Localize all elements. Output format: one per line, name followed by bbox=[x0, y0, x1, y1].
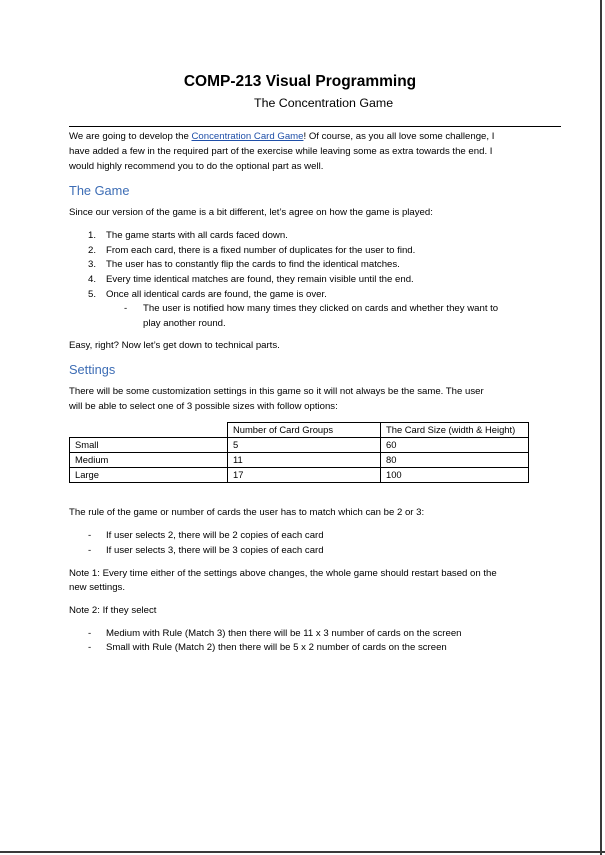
step-number: 5. bbox=[88, 289, 97, 300]
table-cell: 11 bbox=[228, 453, 381, 468]
step-text: From each card, there is a fixed number of duplicates for the user to find. bbox=[106, 245, 416, 256]
note-1-line-2: new settings. bbox=[69, 582, 125, 593]
game-lead-text: Since our version of the game is a bit different, let’s agree on how the game is played: bbox=[69, 207, 433, 218]
note-2-text: Note 2: If they select bbox=[69, 605, 157, 616]
table-cell: 80 bbox=[381, 453, 529, 468]
settings-line-2: will be able to select one of 3 possible sizes with follow options: bbox=[69, 401, 338, 412]
document-subtitle: The Concentration Game bbox=[254, 96, 394, 110]
settings-table bbox=[69, 422, 529, 483]
step-text: Once all identical cards are found, the game is over. bbox=[106, 289, 327, 300]
table-header-row bbox=[70, 423, 529, 438]
step-number: 4. bbox=[88, 274, 97, 285]
sub-bullet-line-2: play another round. bbox=[143, 318, 226, 329]
section-heading-settings: Settings bbox=[69, 362, 116, 377]
note-2-bullet-dash: - bbox=[88, 628, 92, 639]
note-1-line-1: Note 1: Every time either of the settings above changes, the whole game should restart based on the bbox=[69, 568, 497, 579]
table-cell: Large bbox=[70, 468, 228, 483]
table-cell: 5 bbox=[228, 438, 381, 453]
note-2-bullet-text: Small with Rule (Match 2) then there will be 5 x 2 number of cards on the screen bbox=[106, 642, 447, 653]
section-heading-the-game: The Game bbox=[69, 183, 130, 198]
page-edge-bottom bbox=[0, 851, 605, 853]
note-2-bullet-dash: - bbox=[88, 642, 92, 653]
table-cell: 100 bbox=[381, 468, 529, 483]
step-number: 3. bbox=[88, 259, 97, 270]
table-row bbox=[70, 453, 529, 468]
document-title: COMP-213 Visual Programming bbox=[183, 73, 417, 90]
table-cell: 17 bbox=[228, 468, 381, 483]
game-closing-text: Easy, right? Now let’s get down to technical parts. bbox=[69, 340, 280, 351]
sub-bullet-line-1: The user is notified how many times they clicked on cards and whether they want to bbox=[143, 303, 499, 314]
table-cell: Small bbox=[70, 438, 228, 453]
rule-bullet-dash: - bbox=[88, 545, 92, 556]
intro-line-2: have added a few in the required part of the exercise while leaving some as extra towards the end. I bbox=[69, 146, 493, 157]
step-text: The game starts with all cards faced down. bbox=[106, 230, 288, 241]
table-header-cell bbox=[70, 423, 228, 438]
table-header-cell: Number of Card Groups bbox=[228, 423, 381, 438]
step-text: The user has to constantly flip the cards to find the identical matches. bbox=[106, 259, 400, 270]
table-cell: Medium bbox=[70, 453, 228, 468]
table-row bbox=[70, 438, 529, 453]
intro-text-after-link: ! Of course, as you all love some challenge, I bbox=[303, 131, 495, 142]
concentration-card-game-link[interactable]: Concentration Card Game bbox=[191, 131, 304, 142]
page-edge-right bbox=[600, 0, 602, 855]
settings-line-1: There will be some customization settings in this game so it will not always be the same. The user bbox=[69, 386, 484, 397]
intro-line-3: would highly recommend you to do the optional part as well. bbox=[69, 161, 324, 172]
table-cell: 60 bbox=[381, 438, 529, 453]
intro-text-before-link: We are going to develop the bbox=[69, 131, 192, 142]
step-text: Every time identical matches are found, they remain visible until the end. bbox=[106, 274, 414, 285]
intro-line-1 bbox=[69, 129, 494, 144]
step-number: 2. bbox=[88, 245, 97, 256]
step-number: 1. bbox=[88, 230, 97, 241]
sub-bullet-dash: - bbox=[124, 303, 128, 314]
rule-bullet-text: If user selects 2, there will be 2 copies of each card bbox=[106, 530, 324, 541]
note-2-bullet-text: Medium with Rule (Match 3) then there will be 11 x 3 number of cards on the screen bbox=[106, 628, 462, 639]
rule-text: The rule of the game or number of cards the user has to match which can be 2 or 3: bbox=[69, 507, 425, 518]
rule-bullet-dash: - bbox=[88, 530, 92, 541]
title-divider bbox=[69, 126, 561, 127]
rule-bullet-text: If user selects 3, there will be 3 copies of each card bbox=[106, 545, 324, 556]
table-header-cell: The Card Size (width & Height) bbox=[381, 423, 529, 438]
table-row bbox=[70, 468, 529, 483]
